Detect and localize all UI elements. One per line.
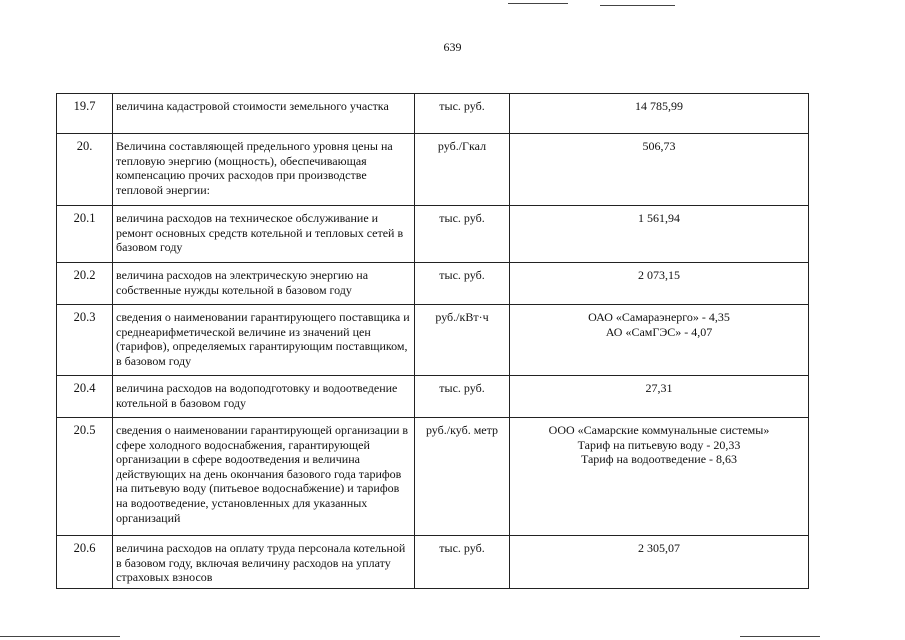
- table-row: [57, 134, 809, 206]
- row-unit: руб./Гкал: [415, 134, 510, 206]
- table-row: [57, 418, 809, 536]
- row-number: 20.6: [57, 536, 113, 589]
- row-unit: тыс. руб.: [415, 94, 510, 134]
- row-description: величина расходов на водоподготовку и водоотведение котельной в базовом году: [113, 376, 415, 418]
- scan-artifact: [600, 5, 675, 6]
- row-value: [510, 134, 809, 206]
- scan-artifact: [740, 636, 820, 637]
- table-row: [57, 206, 809, 263]
- value-line: Тариф на питьевую воду - 20,33: [577, 437, 741, 452]
- row-number: 20.2: [57, 263, 113, 305]
- value-line: АО «СамГЭС» - 4,07: [605, 324, 713, 339]
- value-line: 2 073,15: [638, 268, 680, 282]
- row-unit: тыс. руб.: [415, 206, 510, 263]
- row-unit: руб./куб. метр: [415, 418, 510, 536]
- row-unit: руб./кВт·ч: [415, 305, 510, 376]
- table-row: [57, 263, 809, 305]
- row-value: [510, 94, 809, 134]
- value-line: 14 785,99: [635, 99, 683, 113]
- row-unit: тыс. руб.: [415, 376, 510, 418]
- row-description: величина расходов на техническое обслуживание и ремонт основных средств котельной и тепловых сетей в базовом году: [113, 206, 415, 263]
- row-number: 19.7: [57, 94, 113, 134]
- value-line: 506,73: [642, 139, 676, 153]
- row-description: сведения о наименовании гарантирующей организации в сфере холодного водоснабжения, гарантирующей организации в сфере водоотведения и величина действующих на день окончания базового года тарифов на питьевую воду (питьевое водоснабжение) и тарифов на водоотведение, установленных для указанных организаций: [113, 418, 415, 536]
- table-row: [57, 305, 809, 376]
- table-row: [57, 94, 809, 134]
- table-row: [57, 376, 809, 418]
- row-number: 20.1: [57, 206, 113, 263]
- value-line: Тариф на водоотведение - 8,63: [580, 452, 738, 467]
- row-description: величина кадастровой стоимости земельного участка: [113, 94, 415, 134]
- value-line: ООО «Самарские коммунальные системы»: [548, 423, 770, 437]
- row-description: сведения о наименовании гарантирующего поставщика и среднеарифметической величине из значений цен (тарифов), определяемых гарантирующим поставщиком, в базовом году: [113, 305, 415, 376]
- row-description: Величина составляющей предельного уровня цены на тепловую энергию (мощность), обеспечивающая компенсацию прочих расходов при производстве тепловой энергии:: [113, 134, 415, 206]
- table-row: [57, 536, 809, 589]
- row-value: [510, 376, 809, 418]
- scan-artifact: [508, 3, 568, 4]
- value-line: 27,31: [645, 381, 673, 395]
- row-value: [510, 263, 809, 305]
- row-description: величина расходов на электрическую энергию на собственные нужды котельной в базовом году: [113, 263, 415, 305]
- row-number: 20.: [57, 134, 113, 206]
- value-line: 2 305,07: [638, 541, 680, 555]
- row-value: [510, 206, 809, 263]
- scan-artifact: [0, 636, 120, 637]
- row-unit: тыс. руб.: [415, 263, 510, 305]
- row-number: 20.5: [57, 418, 113, 536]
- row-value: [510, 418, 809, 536]
- page-number: 639: [443, 40, 462, 54]
- tariff-table: [56, 93, 809, 589]
- row-description: величина расходов на оплату труда персонала котельной в базовом году, включая величину расходов на уплату страховых взносов: [113, 536, 415, 589]
- row-value: [510, 305, 809, 376]
- row-number: 20.4: [57, 376, 113, 418]
- value-line: ОАО «Самараэнерго» - 4,35: [588, 310, 730, 324]
- row-number: 20.3: [57, 305, 113, 376]
- row-unit: тыс. руб.: [415, 536, 510, 589]
- value-line: 1 561,94: [638, 211, 680, 225]
- row-value: [510, 536, 809, 589]
